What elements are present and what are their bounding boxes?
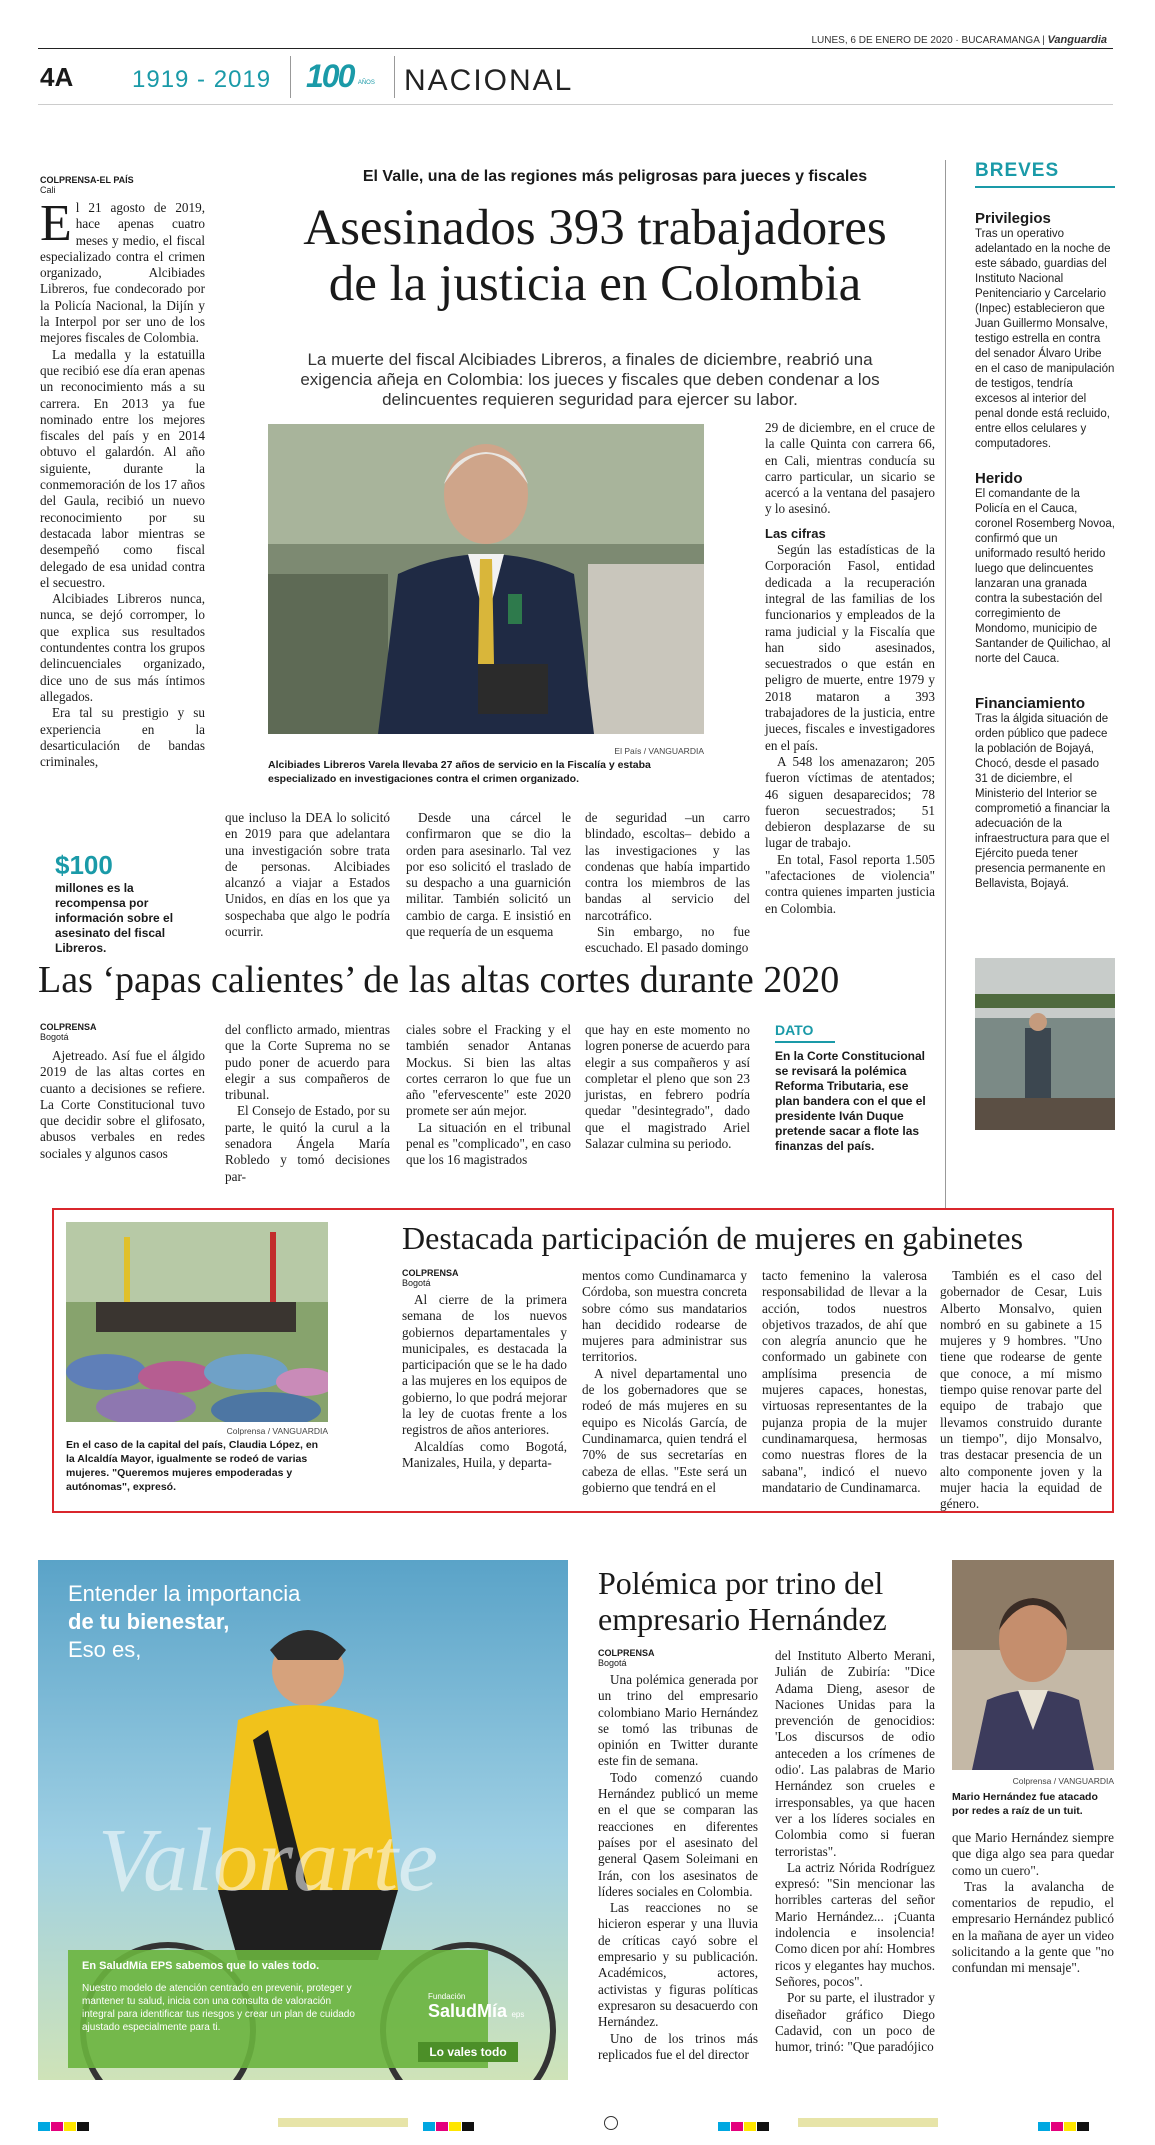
subhead: Las cifras bbox=[765, 525, 826, 541]
ad-script-word: Valorarte bbox=[98, 1811, 439, 1910]
polemica-headline bbox=[598, 1565, 938, 1637]
mujeres-col-3 bbox=[762, 1268, 927, 1496]
header-rule-bottom bbox=[38, 104, 1113, 105]
byline-agency: COLPRENSA bbox=[40, 1022, 97, 1032]
ad-slogan: Lo vales todo bbox=[418, 2042, 518, 2062]
paragraph: Las reacciones no se hicieron esperar y una lluvia de críticas cayó sobre el empresario y su publicación. Académicos, actores, activistas y figuras políticas expresaron su desacuerdo con Hernández. bbox=[598, 1900, 758, 2030]
paragraph: l 21 agosto de 2019, hace apenas cuatro meses y medio, el fiscal especializado contra el crimen organizado, Alcibiades Libreros, fue condecorado por la Policía Nacional, la Dijín y la Interpol por ser uno de los mejores fiscales de Colombia. bbox=[40, 200, 205, 346]
paragraph: La situación en el tribunal penal es "complicado", en caso que los 16 magistrados bbox=[406, 1119, 571, 1168]
lead-bottom-col-1 bbox=[225, 810, 390, 940]
date-text: LUNES, 6 DE ENERO DE 2020 · BUCARAMANGA | bbox=[811, 35, 1045, 46]
paragraph: Todo comenzó cuando Hernández publicó un meme en el que se comparan las reacciones en diferentes países por el asesinato del general Qasem Soleimani en Irán, con los asesinatos de líderes sociales en Colombia. bbox=[598, 1769, 758, 1899]
photo-caption: Alcibiades Libreros Varela llevaba 27 años de servicio en la Fiscalía y estaba especializado en investigaciones contra el crimen organizado. bbox=[268, 759, 651, 785]
section-name: NACIONAL bbox=[404, 64, 574, 97]
paragraph: tacto femenino la valerosa responsabilidad de llevar a la acción, todos nuestros objetivos trazados, de ahí que con alegría anuncio que he conformado un gabinete con amplísima presencia de mujeres capaces, honestas, virtuosas representantes de la pujanza propia de la mujer cundinamarquesa, hermosas como nuestras flores de la sabana", indicó el nuevo mandatario de Cundinamarca. bbox=[762, 1268, 927, 1495]
crosshair-icon bbox=[604, 2116, 618, 2130]
cortes-headline: Las ‘papas calientes’ de las altas cortes durante 2020 bbox=[38, 959, 840, 1001]
tint-bar bbox=[798, 2118, 938, 2127]
print-registration-strip bbox=[38, 2118, 1113, 2128]
brief-item bbox=[975, 470, 1115, 667]
brief-text: El comandante de la Policía en el Cauca, coronel Rosemberg Novoa, confirmó que un uniformado resultó herido luego que delincuentes lanzaran una granada contra la subestación del corregimiento de Mondomo, municipio de Santander de Quilichao, al norte del Cauca. bbox=[975, 488, 1115, 665]
saludmia-ad[interactable] bbox=[38, 1560, 568, 2080]
breves-rule bbox=[975, 186, 1115, 188]
paragraph: El Consejo de Estado, por su parte, le quitó la curul a la senadora Ángela María Robledo y tomó decisiones par- bbox=[225, 1103, 390, 1184]
polemica-col-1 bbox=[598, 1672, 758, 2063]
byline-agency: COLPRENSA-EL PAÍS bbox=[40, 175, 134, 185]
mujeres-col-1 bbox=[402, 1292, 567, 1471]
ad-brand: SaludMía bbox=[428, 2001, 508, 2021]
photo-credit: El País / VANGUARDIA bbox=[614, 746, 704, 756]
byline-city: Bogotá bbox=[598, 1658, 627, 1668]
color-swatch-group bbox=[38, 2118, 90, 2136]
anniversary-logo bbox=[306, 58, 375, 95]
paragraph: Alcaldías como Bogotá, Manizales, Huila, y departa- bbox=[402, 1438, 567, 1470]
paragraph: Desde una cárcel le confirmaron que se dio la orden para asesinarlo. Tal vez por eso solicitó el traslado de su despacho a una guarnición militar. También solicitó un cambio de carga. E insistió en que requería de un esquema bbox=[406, 810, 571, 940]
brief-title: Financiamiento bbox=[975, 695, 1086, 712]
paragraph: Por su parte, el ilustrador y diseñador gráfico Diego Cadavid, con un poco de humor, trinó: "Que paradójico bbox=[775, 1990, 935, 2055]
paragraph: Según las estadísticas de la Corporación Fasol, entidad dedicada a la recuperación integral de las familias de los funcionarios y empleados de la rama judicial y la Fiscalía que han sido asesinados, secuestrados o que están en peligro de muerte, entre 1979 y 2018 mataron a 393 trabajadores de la justicia, entre jueces, fiscales e investigadores en el país. bbox=[765, 542, 935, 753]
brief-title: Privilegios bbox=[975, 210, 1051, 227]
paragraph: de seguridad –un carro blindado, escoltas– debido a las investigaciones y las condenas que había impartido contra los miembros de las bandas al servicio del narcotráfico. bbox=[585, 810, 750, 923]
paragraph: Uno de los trinos más replicados fue el del director bbox=[598, 2030, 758, 2062]
lead-bottom-col-3 bbox=[585, 810, 750, 957]
byline-city: Cali bbox=[40, 185, 56, 195]
photo-credit: Colprensa / VANGUARDIA bbox=[1012, 1776, 1114, 1786]
paragraph: Una polémica generada por un trino del empresario colombiano Mario Hernández se tomó las tribunas de opinión en Twitter durante este fin de semana. bbox=[598, 1672, 758, 1769]
stat-text: millones es la recompensa por información sobre el asesinato del fiscal Libreros. bbox=[55, 881, 174, 955]
byline-agency: COLPRENSA bbox=[402, 1268, 459, 1278]
mujeres-col-4 bbox=[940, 1268, 1102, 1512]
brand-name: Vanguardia bbox=[1047, 34, 1107, 46]
year-range: 1919 - 2019 bbox=[132, 66, 272, 93]
headline-line: Asesinados 393 trabajadores bbox=[303, 200, 887, 256]
paragraph: A nivel departamental uno de los gobernadores que se rodeó de más mujeres en su equipo es Nicolás García, de Cundinamarca, quien tendrá el 70% de sus secretarías en cabeza de ellas. "Este será un gobierno que tendrá en el bbox=[582, 1365, 747, 1495]
byline-agency: COLPRENSA bbox=[598, 1648, 655, 1658]
kicker: El Valle, una de las regiones más peligrosas para jueces y fiscales bbox=[362, 168, 868, 185]
paragraph: que incluso la DEA lo solicitó en 2019 para que adelantara una investigación sobre trata de personas. Alcibiades alcanzó a viajar a Estados Unidos, en días en los que ya sospechaba que algo le podría ocurrir. bbox=[225, 810, 390, 940]
ad-logo bbox=[428, 1992, 524, 2022]
header-rule bbox=[38, 48, 1113, 49]
cortes-col-2 bbox=[225, 1022, 390, 1185]
lead-column-1 bbox=[40, 195, 205, 770]
headline-line: Polémica por trino del bbox=[598, 1565, 884, 1601]
byline bbox=[40, 175, 134, 195]
paragraph: Alcibiades Libreros nunca, nunca, se dejó corromper, lo que explica sus resultados contundentes contra los grupos delincuenciales organizado, dice uno de sus más íntimos allegados. bbox=[40, 591, 205, 704]
lead-bottom-col-2 bbox=[406, 810, 571, 940]
ad-box-title: En SaludMía EPS sabemos que lo vales todo. bbox=[82, 1960, 320, 1972]
brief-item bbox=[975, 695, 1115, 892]
lead-column-right bbox=[765, 420, 935, 917]
anniversary-number: 100 bbox=[306, 58, 354, 94]
ad-foundation-label: Fundación bbox=[428, 1992, 466, 2001]
dato-rule bbox=[775, 1041, 835, 1043]
paragraph: del conflicto armado, mientras que la Corte Suprema no se pudo poner de acuerdo para elegir a sus compañeros de tribunal. bbox=[225, 1022, 390, 1103]
brief-item bbox=[975, 210, 1115, 452]
cortes-col-4 bbox=[585, 1022, 750, 1152]
ad-box-text: Nuestro modelo de atención centrado en prevenir, proteger y mantener tu salud, inicia con una consulta de valoración integral para identificar tus riesgos y crear un plan de cuidado ajustado especialmente para ti. bbox=[82, 1983, 355, 2033]
mujeres-headline: Destacada participación de mujeres en gabinetes bbox=[402, 1220, 1024, 1256]
anniversary-label: AÑOS bbox=[357, 79, 375, 86]
dropcap: E bbox=[40, 195, 72, 252]
byline-city: Bogotá bbox=[40, 1032, 69, 1042]
color-swatch-group bbox=[718, 2118, 770, 2136]
brief-photo bbox=[975, 958, 1115, 1130]
lead-headline bbox=[215, 200, 975, 312]
date-line bbox=[811, 34, 1107, 46]
mujeres-col-2 bbox=[582, 1268, 747, 1496]
dato-box bbox=[775, 1022, 933, 1154]
page-number: 4A bbox=[40, 62, 74, 92]
libreros-photo bbox=[268, 424, 704, 734]
paragraph: La medalla y la estatuilla que recibió ese día eran apenas un reconocimiento más a su carrera. En 2013 ya fue nominado entre los mejores fiscales del país y en 2014 obtuvo el galardón. Al año siguiente, durante la conmemoración de los 17 años del Gaula, recibió un nuevo reconocimiento por su destacada labor mientras se desempeñó como fiscal delegado de esa unidad contra el secuestro. bbox=[40, 346, 205, 590]
hernandez-photo bbox=[952, 1560, 1114, 1770]
breves-sidebar bbox=[975, 160, 1115, 892]
brief-text: Tras un operativo adelantado en la noche de este sábado, guardias del Instituto Nacional Penitenciario y Carcelario (Inpec) establecieron que Juan Guillermo Monsalve, testigo estrella en contra del senador Álvaro Uribe en el caso de manipulación de testigos, tendría excesos al interior del penal donde está recluido, entre ellos celulares y computadores. bbox=[975, 228, 1115, 450]
paragraph: También es el caso del gobernador de Cesar, Luis Alberto Monsalvo, quien nombró en su gabinete a 15 mujeres y 9 hombres. "Uno tiene que rodearse de gente que conoce, a mí mismo tiempo quise renovar parte del equipo de trabajo que llevamos construido durante un tiempo", dijo Monsalvo, tras destacar presencia de un alto componente joven y la mujer hacia la equidad de género. bbox=[940, 1268, 1102, 1512]
ad-line: de tu bienestar, bbox=[68, 1609, 230, 1634]
brief-text: Tras la álgida situación de orden público que padece la población de Bojayá, Chocó, desde el pasado 31 de diciembre, el Ministerio del Interior se comprometió a financiar la adecuación de la infraestructura para que el Ejército pueda tener presencia permanente en Bellavista, Bojayá. bbox=[975, 713, 1110, 890]
paragraph: del Instituto Alberto Merani, Julián de Zubiría: "Dice Adama Dieng, asesor de Naciones Unidas para la prevención de genocidios: 'Los discursos de odio anteceden a los crímenes de odio'. Las palabras de Mario Hernández son crueles e irresponsables, ya que hacen ver a los líderes sociales en Colombia como si fueran terroristas". bbox=[775, 1648, 935, 1859]
paragraph: Sin embargo, no fue escuchado. El pasado domingo bbox=[585, 924, 750, 956]
dato-label: DATO bbox=[775, 1022, 814, 1038]
paragraph: Ajetreado. Así fue el álgido 2019 de las altas cortes en cuanto a decisiones se refiere. La Corte Constitucional tuvo que decidir sobre el glifosato, abusos verbales en redes sociales y algunos casos bbox=[40, 1048, 205, 1161]
paragraph: La actriz Nórida Rodríguez expresó: "Sin mencionar las horribles carteras del señor Mario Hernández... ¡Cuanta indolencia e insolencia! Como dicen por ahí: Hombres ricos y elegantes hay muchos. Señores, pocos". bbox=[775, 1859, 935, 1989]
paragraph: Al cierre de la primera semana de los nuevos gobiernos departamentales y municipales, es destacada la participación que se le ha dado a las mujeres en los equipos de gobierno, lo que podrá mejorar la ley de cuotas frente a los registros de años anteriores. bbox=[402, 1292, 567, 1438]
paragraph: A 548 los amenazaron; 205 fueron víctimas de atentados; 46 siguen desaparecidos; 78 fueron secuestrados; 51 debieron desplazarse de su lugar de trabajo. bbox=[765, 753, 935, 851]
dato-text: En la Corte Constitucional se revisará la polémica Reforma Tributaria, ese plan bandera con el que el presidente Iván Duque pretende sacar a flote las finanzas del país. bbox=[775, 1049, 926, 1153]
cortes-col-1 bbox=[40, 1048, 205, 1162]
byline-city: Bogotá bbox=[402, 1278, 431, 1288]
tint-bar bbox=[278, 2118, 408, 2127]
ad-line: Entender la importancia bbox=[68, 1581, 301, 1606]
ad-headline bbox=[68, 1580, 300, 1664]
stat-value: $100 bbox=[55, 850, 113, 880]
cortes-col-3 bbox=[406, 1022, 571, 1169]
headline-line: empresario Hernández bbox=[598, 1601, 887, 1637]
photo-caption: En el caso de la capital del país, Claudia López, en la Alcaldía Mayor, igualmente se rodeó de varias mujeres. "Queremos mujeres empoderadas y autónomas", expresó. bbox=[66, 1439, 319, 1493]
deck: La muerte del fiscal Alcibiades Libreros, a finales de diciembre, reabrió una exigencia añeja en Colombia: los jueces y fiscales que deben condenar a los delincuentes requieren seguridad para ejercer su labor. bbox=[300, 350, 880, 409]
paragraph: ciales sobre el Fracking y el también senador Antanas Mockus. Si bien las altas cortes cerraron lo que fue un año "efervescente" este 2020 promete ser aún mejor. bbox=[406, 1022, 571, 1119]
photo-credit: Colprensa / VANGUARDIA bbox=[226, 1426, 328, 1436]
paragraph: que hay en este momento no logren ponerse de acuerdo para elegir a sus compañeros y así completar el pleno que son 23 juristas, en febrero podría quedar "desintegrado", dado que el magistrado Ariel Salazar culmina su periodo. bbox=[585, 1022, 750, 1152]
paragraph: 29 de diciembre, en el cruce de la calle Quinta con carrera 66, en Cali, mientras conducía su carro particular, un sicario se acercó a la ventana del pasajero y lo asesinó. bbox=[765, 420, 935, 517]
brief-title: Herido bbox=[975, 470, 1023, 487]
color-swatch-group bbox=[423, 2118, 475, 2136]
polemica-col-3 bbox=[952, 1830, 1114, 1977]
paragraph: Era tal su prestigio y su experiencia en la desarticulación de bandas criminales, bbox=[40, 705, 205, 770]
byline bbox=[402, 1268, 459, 1288]
divider bbox=[394, 56, 395, 98]
byline bbox=[40, 1022, 97, 1042]
byline bbox=[598, 1648, 655, 1668]
paragraph: En total, Fasol reporta 1.505 "afectaciones de violencia" contra quienes imparten justicia en Colombia. bbox=[765, 851, 935, 916]
headline-line: de la justicia en Colombia bbox=[328, 256, 862, 312]
gabinete-photo bbox=[66, 1222, 328, 1422]
color-swatch-group bbox=[1038, 2118, 1090, 2136]
paragraph: que Mario Hernández siempre que diga algo sea para quedar como un cuero". bbox=[952, 1830, 1114, 1878]
paragraph: Tras la avalancha de comentarios de repudio, el empresario Hernández publicó en la mañana de ayer un video solicitando a la gente que "no confundan mi mensaje". bbox=[952, 1878, 1114, 1976]
divider bbox=[290, 56, 291, 98]
ad-brand-sub: eps bbox=[511, 2010, 525, 2019]
photo-caption: Mario Hernández fue atacado por redes a raíz de un tuit. bbox=[952, 1791, 1098, 1817]
sidebar-rule bbox=[945, 160, 946, 1210]
polemica-col-2 bbox=[775, 1648, 935, 2055]
paragraph: mentos como Cundinamarca y Córdoba, son muestra concreta sobre cómo sus mandatarios han decidido rodearse de mujeres para administrar sus territorios. bbox=[582, 1268, 747, 1365]
ad-line: Eso es, bbox=[68, 1637, 142, 1662]
stat-box bbox=[55, 850, 195, 956]
breves-heading: BREVES bbox=[975, 160, 1060, 181]
